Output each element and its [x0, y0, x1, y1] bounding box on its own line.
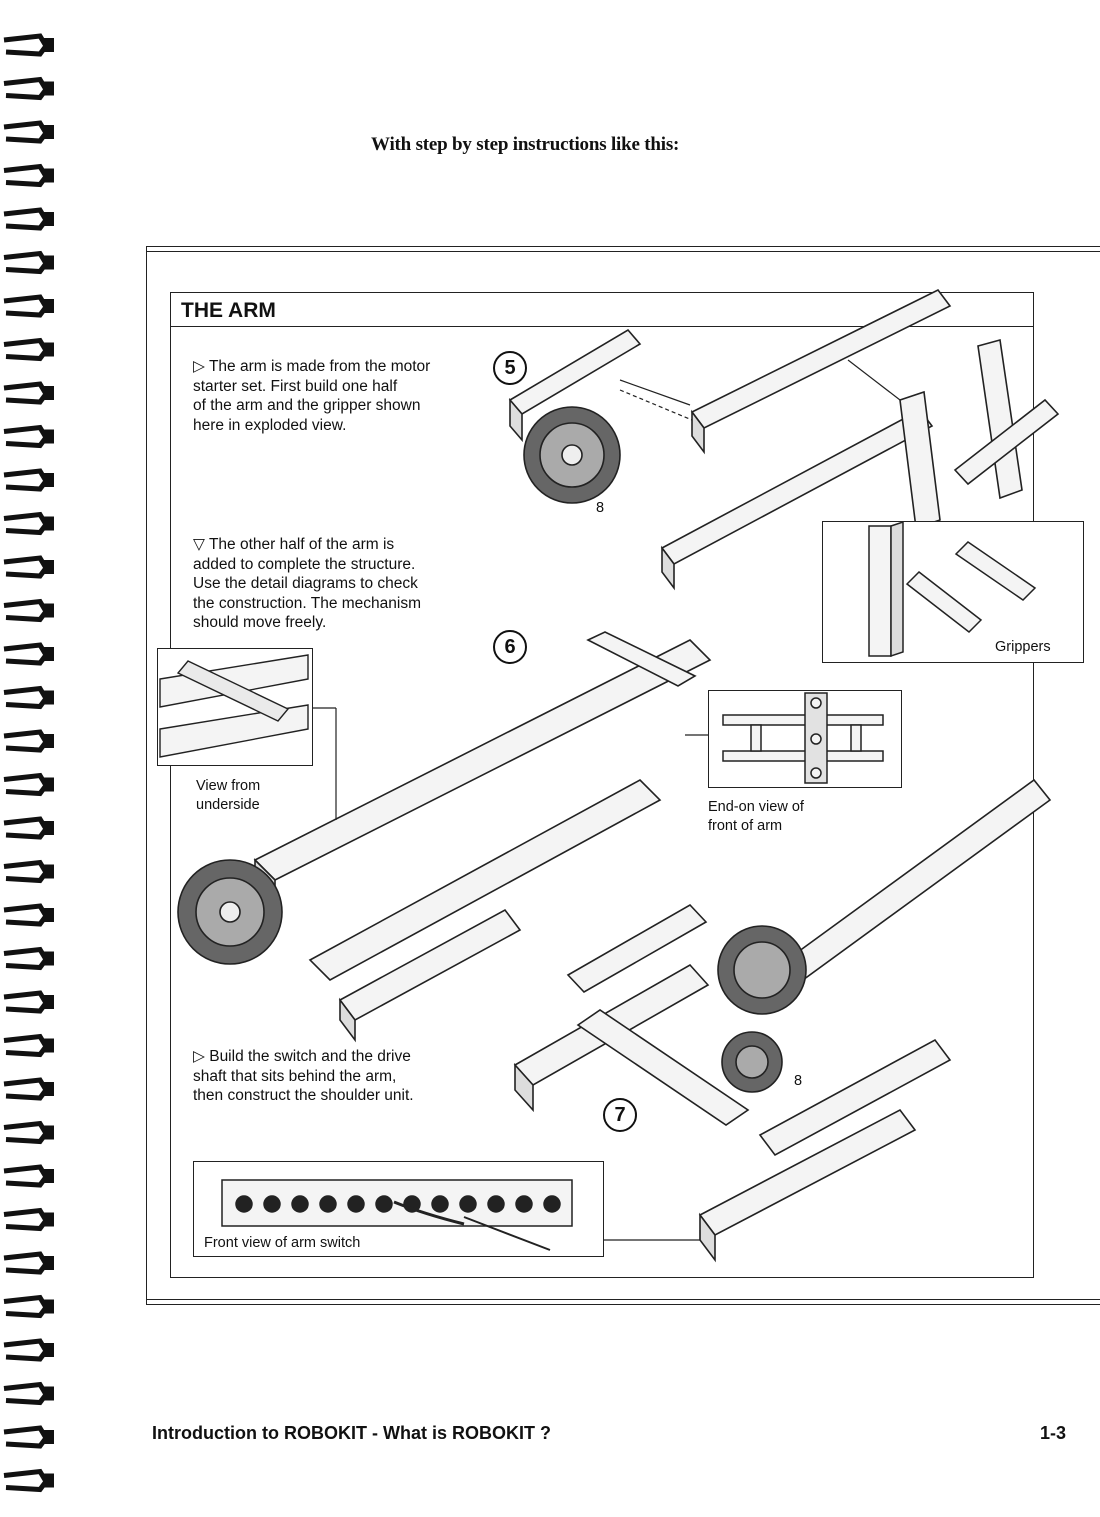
underside-detail-box	[157, 648, 313, 766]
step-number-6: 6	[493, 630, 527, 664]
step-number-7: 7	[603, 1098, 637, 1132]
step-number-5: 5	[493, 351, 527, 385]
footer-title: Introduction to ROBOKIT - What is ROBOKIT ?	[152, 1423, 551, 1443]
step-7-text: ▷ Build the switch and the drive shaft that sits behind the arm, then construct the shoulder unit.	[193, 1048, 414, 1104]
intro-heading: With step by step instructions like this:	[371, 134, 680, 155]
switch-beam-hole	[236, 1196, 252, 1212]
switch-beam-hole	[516, 1196, 532, 1212]
underside-drawing	[158, 649, 310, 763]
step7-gears	[718, 926, 806, 1092]
end-on-caption: End-on view of front of arm	[708, 799, 804, 834]
step-6-text: ▽ The other half of the arm is added to complete the structure. Use the detail diagrams to check the construction. The mechanism should move freely.	[193, 536, 422, 631]
switch-beam-hole	[348, 1196, 364, 1212]
step5-gear	[524, 407, 620, 503]
panel-title: THE ARM	[181, 299, 276, 322]
end-on-drawing	[709, 691, 899, 785]
switch-beam-hole	[432, 1196, 448, 1212]
end-on-detail-box	[708, 690, 902, 788]
switch-beam-hole	[376, 1196, 392, 1212]
switch-beam-hole	[292, 1196, 308, 1212]
step6-gear	[178, 860, 282, 964]
step6-beams	[255, 632, 710, 1040]
gear-label-step5: 8	[596, 500, 605, 516]
step-5-text: ▷ The arm is made from the motor starter set. First build one half of the arm and the gripper shown here in exploded view.	[193, 358, 431, 434]
grippers-detail-box	[822, 521, 1084, 663]
switch-beam-hole	[544, 1196, 560, 1212]
grippers-caption: Grippers	[995, 639, 1051, 655]
gear-label-step7: 8	[794, 1073, 803, 1089]
page-number: 1-3	[1040, 1423, 1067, 1443]
switch-beam-hole	[488, 1196, 504, 1212]
switch-beam-hole	[264, 1196, 280, 1212]
arm-switch-detail-box	[193, 1161, 604, 1257]
switch-beam-hole	[460, 1196, 476, 1212]
underside-caption: View from underside	[196, 778, 261, 813]
arm-switch-caption: Front view of arm switch	[204, 1235, 361, 1251]
switch-beam-hole	[320, 1196, 336, 1212]
